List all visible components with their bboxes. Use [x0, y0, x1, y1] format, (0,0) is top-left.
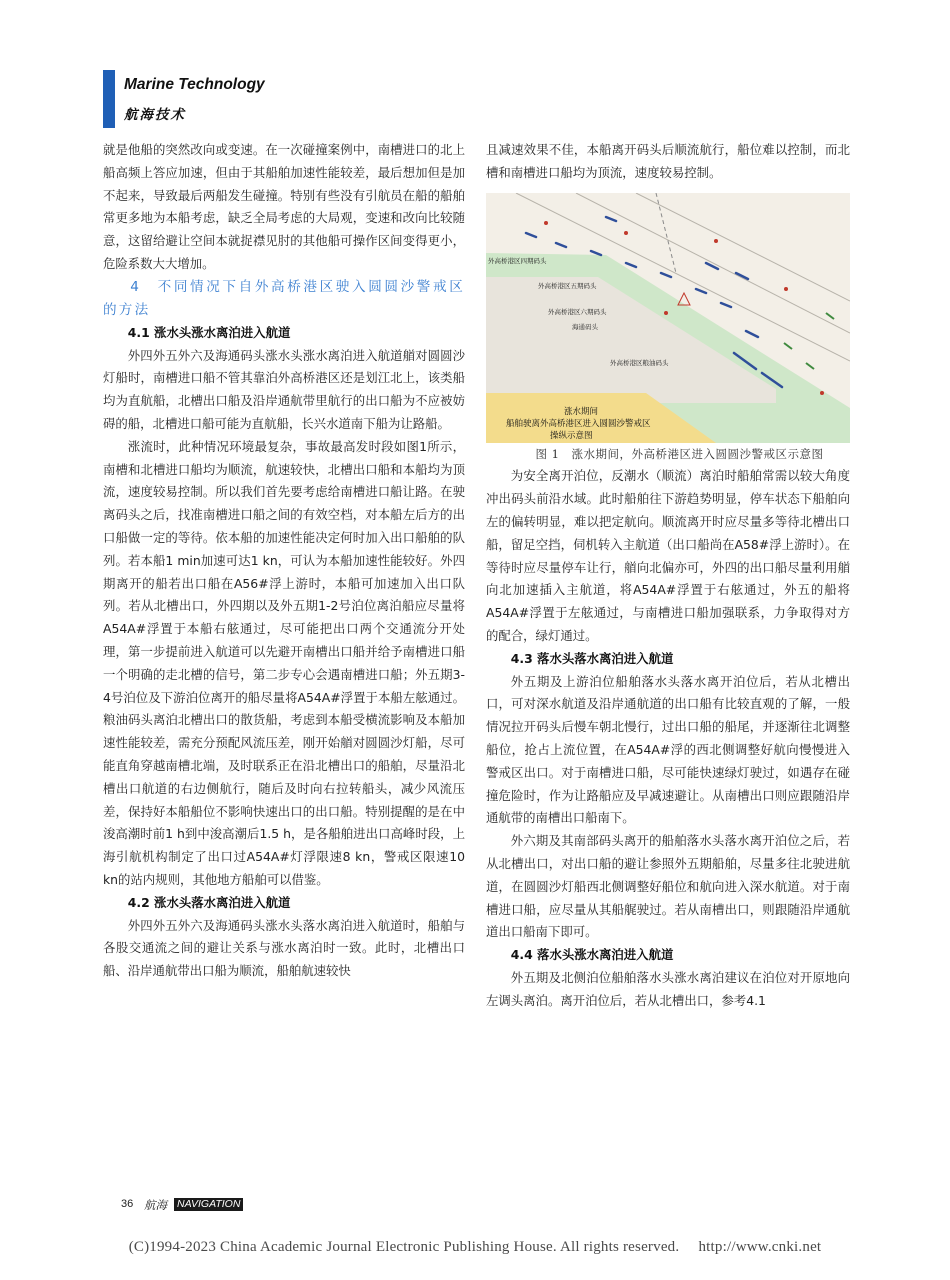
- map-label-haitong: 海通码头: [572, 322, 598, 331]
- figure-1-map: [486, 193, 850, 443]
- paragraph: 外五期及上游泊位船舶落水头落水离开泊位后，若从北槽出口，可对深水航道及沿岸通航道的出口船有比较直观的了解，一般情况拉开码头后慢车朝北慢行，过出口船的船尾，并逐渐往北调整船位，抢占上流位置，在A54A#浮的西北侧调整好航向慢慢进入警戒区出口。对于南槽进口船，尽可能快速绿灯驶过，如遇存在碰撞危险时，作为让路船应及早减速避让。从南槽出口则应跟随沿岸通航带的南槽出口船南下。: [486, 673, 850, 826]
- journal-title-cn: 航海技术: [124, 107, 186, 123]
- header-accent-bar: [103, 70, 115, 128]
- map-title-line3: 操纵示意图: [550, 430, 593, 441]
- map-label-phase4: 外高桥港区四期码头: [488, 256, 547, 265]
- map-title-line2: 船舶驶离外高桥港区进入圆圆沙警戒区: [506, 418, 651, 429]
- paragraph: 外五期及北侧泊位船舶落水头涨水离泊建议在泊位对开原地向左调头离泊。离开泊位后，若从北槽出口，参考4.1: [486, 969, 850, 1008]
- section-4-2-title: 4.2 涨水头落水离泊进入航道: [127, 894, 291, 910]
- paragraph: 涨流时，此种情况环境最复杂，事故最高发时段如图1所示，南槽和北槽进口船均为顺流，航速较快，北槽出口船和本船均为顶流，速度较易控制。所以我们首先要考虑给南槽进口船让路。在驶离码头之后，找准南槽进口船之间的有效空档，对本船左后方的出口船做一定的等待。依本船的加速性能决定何时加入出口船舶的队列。若本船1 min加速可达1 kn，可认为本船加速性能较好。外四期离开的船若出口船在A56#浮上游时，本船可加速加入出口队列。若从北槽出口，外四期以及外五期1-2号泊位离泊船应尽量将A54A#浮置于本船右舷通过，尽可能把出口两个交通流分开处理，第一步提前进入航道可以先避开南槽出口船并给予南槽进口船一个明确的走北槽的信号，第二步专心会遇南槽进口船；外五期3-4号泊位及下游泊位离开的船尽量将A54A#浮置于本船左舷通过。粮油码头离泊北槽出口的散货船，考虑到本船受横流影响及本船加速性能较差，需充分预配风流压差，刚开始艏对圆圆沙灯船，尽可能直角穿越南槽北端，及时联系正在沿北槽出口的船舶，尽量沿北槽出口航道的右边侧航行，随后及时向右拉转船头，减少风流压差，保持好本船船位不影响快速出口的出口船。特别提醒的是在中浚高潮时前1 h到中浚高潮后1.5 h，是各船舶进出口高峰时段，上海引航机构制定了出口过A54A#灯浮限速8 kn，警戒区限速10 kn的站内规则，其他地方船舶可以借鉴。: [103, 438, 465, 887]
- map-title-line1: 涨水期间: [564, 406, 599, 417]
- section-4-3-title: 4.3 落水头落水离泊进入航道: [510, 650, 674, 666]
- paragraph: 就是他船的突然改向或变速。在一次碰撞案例中，南槽进口的北上船高频上答应加速，但由于其船舶加速性能较差，最后想加但是加不起来，导致最后两船发生碰撞。特别有些没有引航员在船的船舶常更多地为本船考虑，缺乏全局考虑的大局观，变速和改向比较随意，这留给避让空间本就捉襟见肘的其他船可操作区间变得更小，危险系数大大增加。: [103, 142, 465, 271]
- footer-journal-en: NAVIGATION: [174, 1198, 243, 1211]
- map-label-phase6: 外高桥港区六期码头: [548, 307, 607, 316]
- map-illustration: [486, 193, 850, 443]
- paragraph: 外六期及其南部码头离开的船舶落水头落水离开泊位之后，若从北槽出口，对出口船的避让参照外五期船舶，尽量多往北驶进航道，在圆圆沙灯船西北侧调整好船位和航向进入深水航道。对于南槽进口船，应尽量从其船艉驶过。若从南槽出口，则跟随沿岸通航道出口船南下即可。: [486, 833, 850, 940]
- section-4-1-title: 4.1 涨水头涨水离泊进入航道: [127, 324, 291, 340]
- footer-journal-cn: 航海: [144, 1198, 167, 1212]
- paragraph: 外四外五外六及海通码头涨水头落水离泊进入航道时，船舶与各股交通流之间的避让关系与涨水离泊时一致。此时，北槽出口船、沿岸通航带出口船为顺流，船舶航速较快: [103, 917, 465, 979]
- journal-title-en: Marine Technology: [124, 76, 265, 93]
- right-column: [486, 139, 850, 1013]
- copyright-notice: (C)1994-2023 China Academic Journal Electronic Publishing House. All rights reserved. http://www.cnki.net: [128, 1239, 822, 1255]
- figure-caption: 图 1 涨水期间，外高桥港区进入圆圆沙警戒区示意图: [535, 446, 824, 461]
- map-label-grain-oil: 外高桥港区粮油码头: [610, 358, 669, 367]
- paragraph: 且减速效果不佳，本船离开码头后顺流航行，船位难以控制，而北槽和南槽进口船均为顶流，速度较易控制。: [486, 142, 850, 180]
- map-label-phase5: 外高桥港区五期码头: [538, 281, 597, 290]
- left-column: [103, 139, 465, 983]
- page-number: 36: [121, 1198, 134, 1210]
- paragraph: 为安全离开泊位，反潮水（顺流）离泊时船舶常需以较大角度冲出码头前沿水域。此时船舶往下游趋势明显，停车状态下船舶向左的偏转明显，难以把定航向。顺流离开时应尽量多等待北槽出口船，留足空挡，伺机转入主航道（出口船尚在A58#浮上游时）。在等待时应尽量停车让行，艏向北偏亦可，外四的出口船尽量利用艏向北加速插入主航道，将A54A#浮置于右舷通过，外五的船将A54A#浮置于左舷通过，与南槽进口船加强联系，力争取得对方的配合，绿灯通过。: [486, 468, 850, 643]
- section-4-title: 4 不同情况下自外高桥港区驶入圆圆沙警戒区的方法: [103, 278, 465, 318]
- section-4-4-title: 4.4 落水头涨水离泊进入航道: [510, 947, 674, 963]
- paragraph: 外四外五外六及海通码头涨水头涨水离泊进入航道艏对圆圆沙灯船时，南槽进口船不管其靠泊外高桥港区还是划江北上，该类船均为直航船，北槽出口船及沿岸通航带里航行的出口船为不应被妨碍的船，北槽进口船可能为直航船，长兴水道南下船为让路船。: [103, 347, 465, 431]
